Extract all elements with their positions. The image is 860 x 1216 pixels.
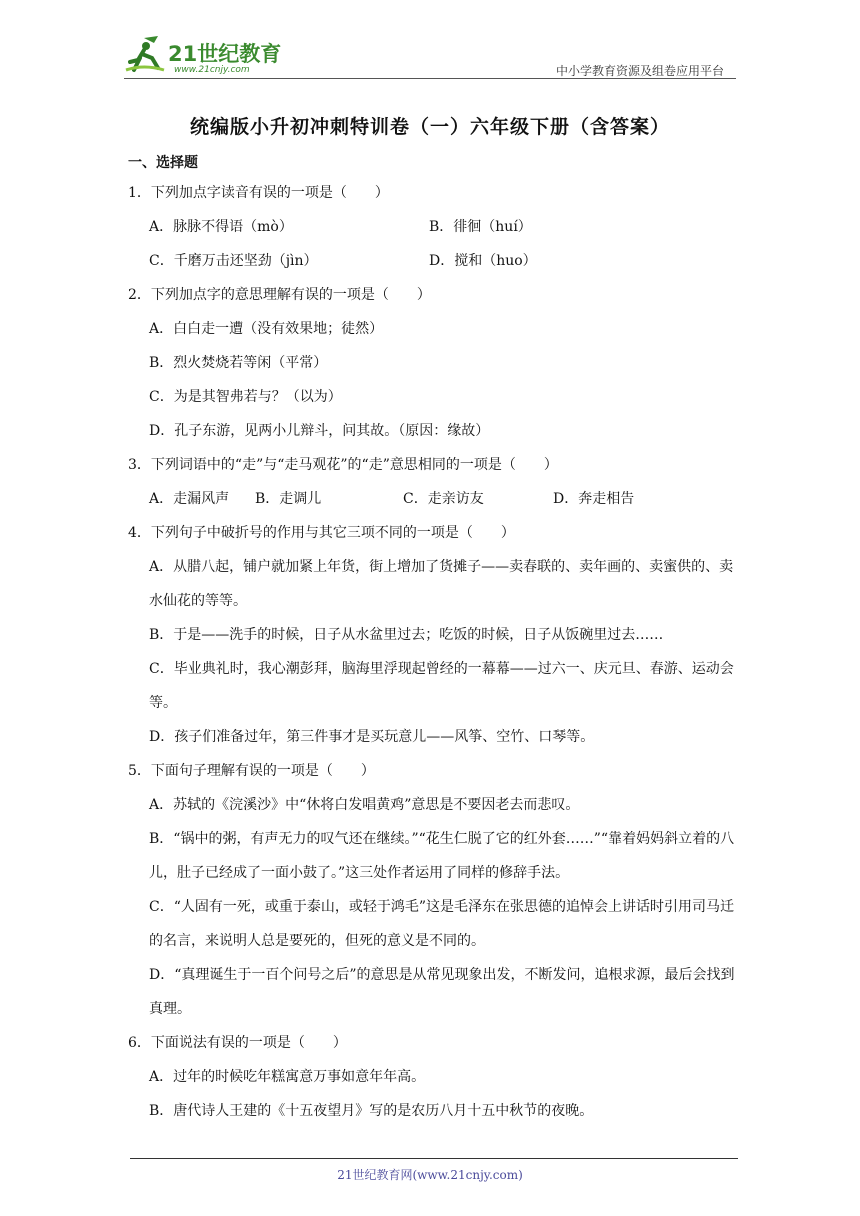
question-stem: 1．下列加点字读音有误的一项是（ ） (128, 185, 389, 201)
header-divider (124, 78, 736, 79)
option-b: B．唐代诗人王建的《十五夜望月》写的是农历八月十五中秋节的夜晚。 (149, 1103, 594, 1119)
option-row (128, 210, 740, 244)
option-row (128, 244, 740, 278)
option-a: A．脉脉不得语（mò） (149, 219, 293, 235)
option-b: B．走调儿 (255, 491, 322, 507)
option-a: A．过年的时候吃年糕寓意万事如意年年高。 (149, 1069, 426, 1085)
question-5 (128, 754, 740, 1026)
option-b: B．烈火焚烧若等闲（平常） (149, 355, 328, 371)
option-row (128, 482, 740, 516)
option-a: A．从腊八起，铺户就加紧上年货，街上增加了货摊子——卖春联的、卖年画的、卖蜜供的、卖水仙花的等等。 (149, 559, 734, 609)
option-c: C．为是其智弗若与？（以为） (149, 389, 342, 405)
option-c: C．千磨万击还坚劲（jìn） (149, 253, 318, 269)
page-title: 统编版小升初冲刺特训卷（一）六年级下册（含答案） (189, 116, 670, 138)
option-a: A．苏轼的《浣溪沙》中“休将白发唱黄鸡”意思是不要因老去而悲叹。 (149, 797, 580, 813)
question-4 (128, 516, 740, 754)
option-c: C．“人固有一死，或重于泰山，或轻于鸿毛”这是毛泽东在张思德的追悼会上讲话时引用司马迁的名言，来说明人总是要死的，但死的意义是不同的。 (149, 899, 735, 949)
question-stem: 3．下列词语中的“走”与“走马观花”的“走”意思相同的一项是（ ） (128, 457, 558, 473)
platform-label: 中小学教育资源及组卷应用平台 (555, 64, 724, 78)
question-stem: 6．下面说法有误的一项是（ ） (128, 1035, 347, 1051)
logo (124, 34, 294, 74)
option-d: D．搅和（huo） (429, 253, 537, 269)
question-stem: 5．下面句子理解有误的一项是（ ） (128, 763, 375, 779)
page-footer: 21世纪教育网(www.21cnjy.com) (337, 1168, 523, 1182)
question-list (128, 176, 740, 1128)
question-6 (128, 1026, 740, 1128)
question-2 (128, 278, 740, 448)
option-d: D．孩子们准备过年，第三件事才是买玩意儿——风筝、空竹、口琴等。 (149, 729, 595, 745)
question-1 (128, 176, 740, 278)
option-b: B．“锅中的粥，有声无力的叹气还在继续。”“花生仁脱了它的红外套……”“靠着妈妈斜立着的八儿，肚子已经成了一面小鼓了。”这三处作者运用了同样的修辞手法。 (149, 831, 735, 881)
option-c: C．毕业典礼时，我心潮彭拜，脑海里浮现起曾经的一幕幕——过六一、庆元旦、春游、运动会等。 (149, 661, 734, 711)
option-a: A．走漏风声 (149, 491, 230, 507)
option-d: D．“真理诞生于一百个问号之后”的意思是从常见现象出发，不断发问，追根求源，最后会找到真理。 (149, 967, 735, 1017)
logo-url: www.21cnjy.com (174, 65, 250, 75)
option-d: D．奔走相告 (553, 491, 635, 507)
runner-logo-icon (124, 34, 168, 74)
page-header (124, 30, 736, 80)
option-c: C．走亲访友 (403, 491, 484, 507)
question-stem: 4．下列句子中破折号的作用与其它三项不同的一项是（ ） (128, 525, 515, 541)
question-stem: 2．下列加点字的意思理解有误的一项是（ ） (128, 287, 431, 303)
footer-divider (130, 1158, 738, 1159)
option-d: D．孔子东游，见两小儿辩斗，问其故。（原因：缘故） (149, 423, 490, 439)
option-b: B．徘徊（huí） (429, 219, 532, 235)
section-heading: 一、选择题 (128, 155, 198, 171)
question-3 (128, 448, 740, 516)
option-b: B．于是——洗手的时候，日子从水盆里过去；吃饭的时候，日子从饭碗里过去…… (149, 627, 664, 643)
logo-text: 21世纪教育 (168, 42, 282, 66)
option-a: A．白白走一遭（没有效果地；徒然） (149, 321, 384, 337)
